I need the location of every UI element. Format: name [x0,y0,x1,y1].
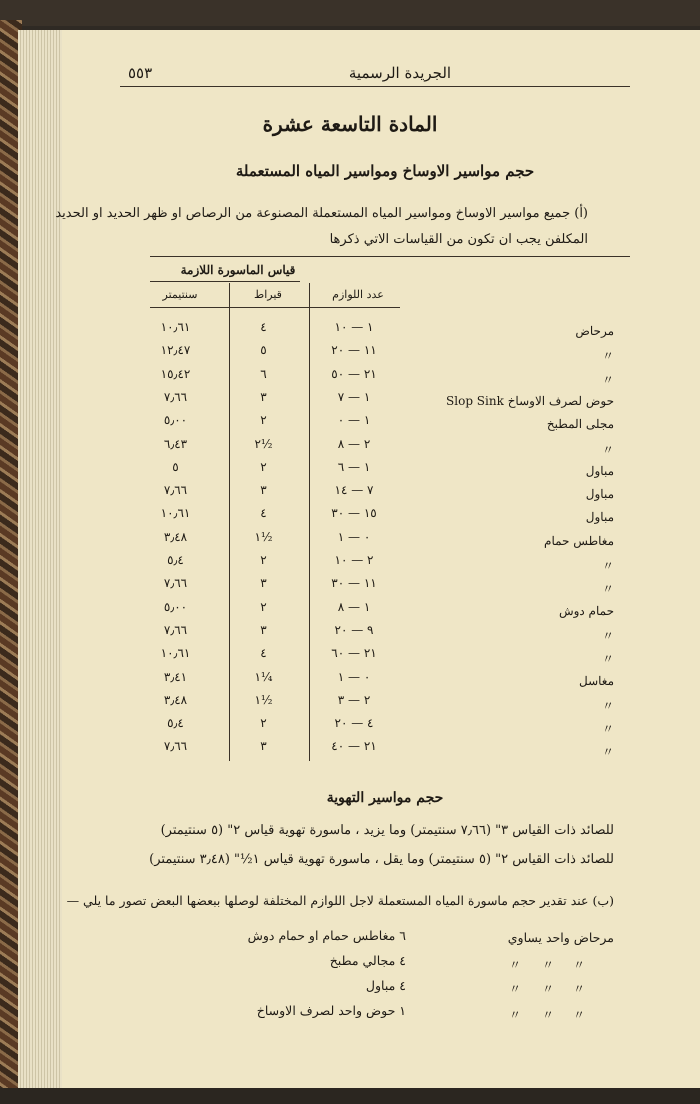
cm-cell: ٧٫٦٦ [163,483,188,498]
ventilation-line2: للصائد ذات القياس ٢" (٥ سنتيمتر) وما يقل ، ماسورة تهوية قياس ١½" (٣٫٤٨ سنتيمتر) [149,852,614,867]
count-cell: ٢١ — ٦٠ [331,646,377,661]
inch-cell: ٦ [260,366,267,381]
cm-cell: ٧٫٦٦ [163,739,188,754]
cm-cell: ٥ [172,459,179,474]
fixture-cell: مغاسل [578,673,614,688]
equivalent-item: ٤ مباول [365,978,406,993]
cm-cell: ١٥٫٤٢ [160,366,191,381]
ventilation-line1: للصائد ذات القياس ٣" (٧٫٦٦ سنتيمتر) وما يزيد ، ماسورة تهوية قياس ٢" (٥ سنتيمتر) [160,823,614,838]
count-cell: ١ — ١٠ [334,320,374,334]
inch-cell: ٢ [260,599,267,614]
count-cell: ٤ — ٢٠ [334,716,374,731]
fixture-cell: 〃 [601,722,614,737]
count-cell: ١ — ٨ [337,599,371,614]
count-cell: ٠ — ١ [337,669,371,684]
fixture-cell: حمام دوش [558,603,614,618]
page-number: ٥٥٣ [128,64,153,82]
count-cell: ٢١ — ٥٠ [331,366,377,381]
cm-cell: ١٠٫٦١ [160,320,191,334]
inch-cell: ٣ [260,576,267,591]
cm-cell: ٥٫٤ [167,716,184,731]
book-cover-top [0,0,700,26]
cm-cell: ٥٫٠٠ [163,599,188,614]
cm-cell: ٧٫٦٦ [163,622,188,637]
fixture-cell: 〃 [601,582,614,597]
table-header-rule [150,307,400,308]
fixture-cell: حوض لصرف الاوساخ Slop Sink [446,393,614,408]
ditto-mark: 〃 [509,958,522,972]
fixture-cell: 〃 [601,442,614,457]
inch-cell: ٤ [260,320,267,334]
fixture-cell: 〃 [601,745,614,760]
cm-cell: ٧٫٦٦ [163,576,188,591]
fixture-cell: مغاطس حمام [544,533,614,548]
table-header-count: عدد اللوازم [332,288,384,301]
inch-cell: ٢½ [254,436,273,451]
table-header-required: قياس الماسورة اللازمة [180,263,296,277]
section-title: حجم مواسير الاوساخ ومواسير المياه المستعملة [235,162,535,180]
table-header-cm: سنتيمتر [162,288,198,301]
book-cover-bottom [0,1088,700,1104]
count-cell: ١١ — ٣٠ [331,576,377,591]
inch-cell: ٤ [260,506,267,521]
header-rule [120,86,630,87]
count-cell: ٠ — ١ [337,529,371,544]
table-top-rule [150,256,630,257]
cm-cell: ٧٫٦٦ [163,389,188,404]
equivalent-item: ٤ مجالي مطبخ [329,953,406,968]
count-cell: ٢ — ٣ [337,692,371,707]
cm-cell: ٣٫٤٨ [163,692,188,707]
fixture-cell: 〃 [601,652,614,667]
table-subheader-rule [150,281,300,282]
article-title: المادة التاسعة عشرة [262,112,438,136]
fixture-cell: مجلى المطبخ [546,417,614,432]
fixture-cell: 〃 [601,372,614,387]
cm-cell: ١٠٫٦١ [160,506,191,521]
ventilation-title: حجم مواسير التهوية [326,790,444,806]
ditto-mark: 〃 [542,1008,555,1022]
count-cell: ١ — ٧ [337,389,371,404]
inch-cell: ٣ [260,739,267,754]
cm-cell: ١٢٫٤٧ [160,343,191,358]
inch-cell: ٢ [260,413,267,428]
fixture-cell: 〃 [601,628,614,643]
count-cell: ١ — ٦ [337,459,371,474]
cm-cell: ٥٫٤ [167,553,184,567]
cm-cell: ٣٫٤٨ [163,529,188,544]
fixture-cell: مباول [585,510,614,525]
inch-cell: ٢ [260,553,267,567]
fixture-cell: مباول [585,463,614,478]
count-cell: ٩ — ٢٠ [334,622,374,637]
cm-cell: ٣٫٤١ [163,669,188,684]
inch-cell: ١¼ [254,669,273,684]
fixture-cell: مباول [585,487,614,502]
inch-cell: ٣ [260,483,267,498]
inch-cell: ٣ [260,389,267,404]
table-header-inch: قيراط [254,288,282,301]
ditto-mark: 〃 [542,982,555,996]
running-head: الجريدة الرسمية [348,64,452,82]
count-cell: ١٥ — ٣٠ [331,506,377,521]
cm-cell: ٥٫٠٠ [163,413,188,428]
table-col-divider-1 [229,283,230,761]
paragraph-b: (ب) عند تقدير حجم ماسورة المياه المستعملة لاجل اللوازم المختلفة لوصلها ببعضها البعض تصور ما يلي — [66,893,614,908]
inch-cell: ٢ [260,716,267,731]
ditto-mark: 〃 [509,1008,522,1022]
inch-cell: ١½ [254,529,273,544]
count-cell: ٢ — ١٠ [334,553,374,567]
ditto-mark: 〃 [573,958,586,972]
table-col-divider-2 [309,283,310,761]
equivalent-item: ٦ مغاطس حمام او حمام دوش [247,928,406,943]
fixture-cell: مرحاض [575,324,614,338]
inch-cell: ٢ [260,459,267,474]
inch-cell: ١½ [254,692,273,707]
count-cell: ٧ — ١٤ [334,483,374,498]
fixture-cell: 〃 [601,559,614,573]
ditto-mark: 〃 [542,958,555,972]
equivalence-lhs: مرحاض واحد يساوي [507,930,614,945]
ditto-mark: 〃 [573,982,586,996]
paragraph-a-line1: (أ) جميع مواسير الاوساخ ومواسير المياه المستعملة المصنوعة من الرصاص او ظهر الحديد او الحديد [55,206,588,221]
ditto-mark: 〃 [509,982,522,996]
count-cell: ٢١ — ٤٠ [331,739,377,754]
fixture-cell: 〃 [601,349,614,364]
fixture-cell: 〃 [601,698,614,713]
equivalent-item: ١ حوض واحد لصرف الاوساخ [256,1003,406,1018]
inch-cell: ٤ [260,646,267,661]
ditto-mark: 〃 [573,1008,586,1022]
inch-cell: ٣ [260,622,267,637]
cm-cell: ٦٫٤٣ [163,436,188,451]
cm-cell: ١٠٫٦١ [160,646,191,661]
count-cell: ٢ — ٨ [337,436,371,451]
inch-cell: ٥ [260,343,267,358]
count-cell: ١١ — ٢٠ [331,343,377,358]
count-cell: ١ — ٠ [337,413,371,428]
paragraph-a-line2: المكلفن يجب ان تكون من القياسات الاتي ذكرها [329,232,588,247]
